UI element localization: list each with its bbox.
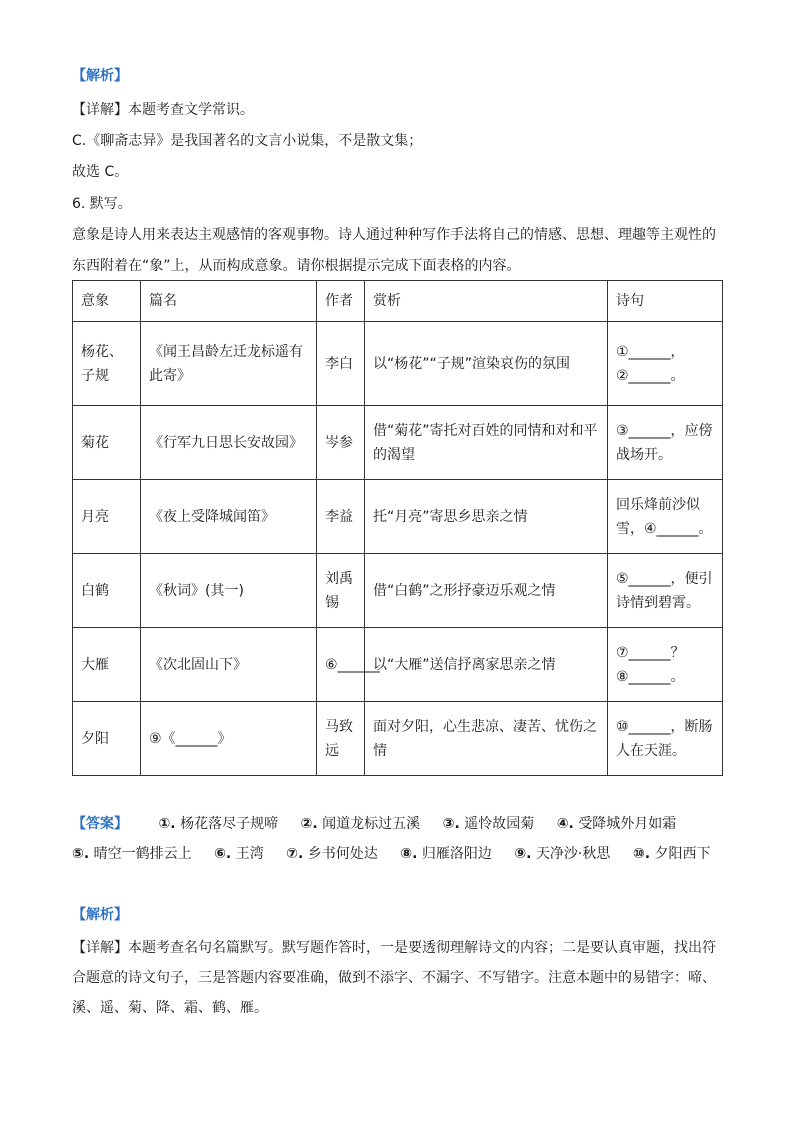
verse-cell: ⑩______，断肠人在天涯。 (608, 702, 723, 776)
analysis-cell: 面对夕阳，心生悲凉、凄苦、忧伤之情 (365, 702, 608, 776)
header-cell: 诗句 (608, 281, 723, 322)
table-row (73, 554, 723, 628)
answer-choice-line: 故选 C。 (72, 164, 129, 180)
answer-item: ⑧. 归雁洛阳边 (400, 846, 492, 862)
author-cell: 马致远 (317, 702, 365, 776)
author-cell: 李益 (317, 480, 365, 554)
header-cell: 意象 (73, 281, 141, 322)
analysis-cell: 托“月亮”寄思乡思亲之情 (365, 480, 608, 554)
title-cell: ⑨《______》 (141, 702, 317, 776)
title-cell: 《行军九日思长安故园》 (141, 406, 317, 480)
answer-item: ①. 杨花落尽子规啼 (158, 816, 279, 832)
detail-paragraph-line-1: 【详解】本题考查名句名篇默写。默写题作答时，一是要透彻理解诗文的内容；二是要认真审题，找出符 (72, 940, 716, 956)
analysis-tag-2: 【解析】 (72, 907, 128, 923)
answer-item: ⑤. 晴空一鹤排云上 (72, 846, 192, 862)
imagery-cell: 月亮 (73, 480, 141, 554)
title-cell: 《夜上受降城闻笛》 (141, 480, 317, 554)
analysis-tag: 【解析】 (72, 68, 128, 84)
detail-paragraph-line-2: 合题意的诗文句子，三是答题内容要准确，做到不添字、不漏字、不写错字。注意本题中的易错字：啼、 (72, 970, 716, 986)
answer-item: ⑨. 天净沙·秋思 (514, 846, 611, 862)
answer-item: ②. 闻道龙标过五溪 (300, 816, 421, 832)
poem-table (72, 280, 723, 776)
analysis-cell: 借“白鹤”之形抒豪迈乐观之情 (365, 554, 608, 628)
table-row (73, 628, 723, 702)
detail-paragraph-line-3: 溪、遥、菊、降、霜、鹤、雁。 (72, 1000, 268, 1016)
detail-line: 【详解】本题考查文学常识。 (72, 102, 254, 118)
imagery-cell: 大雁 (73, 628, 141, 702)
imagery-cell: 夕阳 (73, 702, 141, 776)
verse-cell: ⑤______，便引诗情到碧霄。 (608, 554, 723, 628)
header-cell: 作者 (317, 281, 365, 322)
author-cell: 岑参 (317, 406, 365, 480)
imagery-cell: 白鹤 (73, 554, 141, 628)
answer-item: ⑥. 王湾 (214, 846, 264, 862)
header-cell: 赏析 (365, 281, 608, 322)
author-cell: 刘禹锡 (317, 554, 365, 628)
answer-item: ③. 遥怜故园菊 (442, 816, 535, 832)
table-row (73, 322, 723, 406)
table-row (73, 406, 723, 480)
table-row (73, 480, 723, 554)
answers-label: 【答案】 (72, 816, 128, 832)
verse-cell: ③______，应傍战场开。 (608, 406, 723, 480)
intro-line-1: 意象是诗人用来表达主观感情的客观事物。诗人通过种种写作手法将自己的情感、思想、理趣等主观性的 (72, 227, 716, 243)
title-cell: 《闻王昌龄左迁龙标遥有此寄》 (141, 322, 317, 406)
table-header-row (73, 281, 723, 322)
analysis-cell: 以“杨花”“子规”渲染哀伤的氛围 (365, 322, 608, 406)
answer-item: ⑦. 乡书何处达 (286, 846, 378, 862)
title-cell: 《秋词》(其一) (141, 554, 317, 628)
author-cell: 李白 (317, 322, 365, 406)
title-cell: 《次北固山下》 (141, 628, 317, 702)
imagery-cell: 菊花 (73, 406, 141, 480)
verse-cell: ⑦______？⑧______。 (608, 628, 723, 702)
intro-line-2: 东西附着在“象”上，从而构成意象。请你根据提示完成下面表格的内容。 (72, 258, 521, 274)
author-cell: ⑥______ (317, 628, 365, 702)
table-row (73, 702, 723, 776)
verse-cell: 回乐烽前沙似雪，④______。 (608, 480, 723, 554)
option-c-line: C.《聊斋志异》是我国著名的文言小说集，不是散文集； (72, 133, 423, 149)
verse-cell: ①______，②______。 (608, 322, 723, 406)
analysis-cell: 以“大雁”送信抒离家思亲之情 (365, 628, 608, 702)
header-cell: 篇名 (141, 281, 317, 322)
question-6-title: 6. 默写。 (72, 196, 132, 212)
answer-item: ⑩. 夕阳西下 (632, 846, 711, 862)
analysis-cell: 借“菊花”寄托对百姓的同情和对和平的渴望 (365, 406, 608, 480)
imagery-cell: 杨花、子规 (73, 322, 141, 406)
answer-item: ④. 受降城外月如霜 (556, 816, 677, 832)
answers-block (72, 809, 732, 869)
